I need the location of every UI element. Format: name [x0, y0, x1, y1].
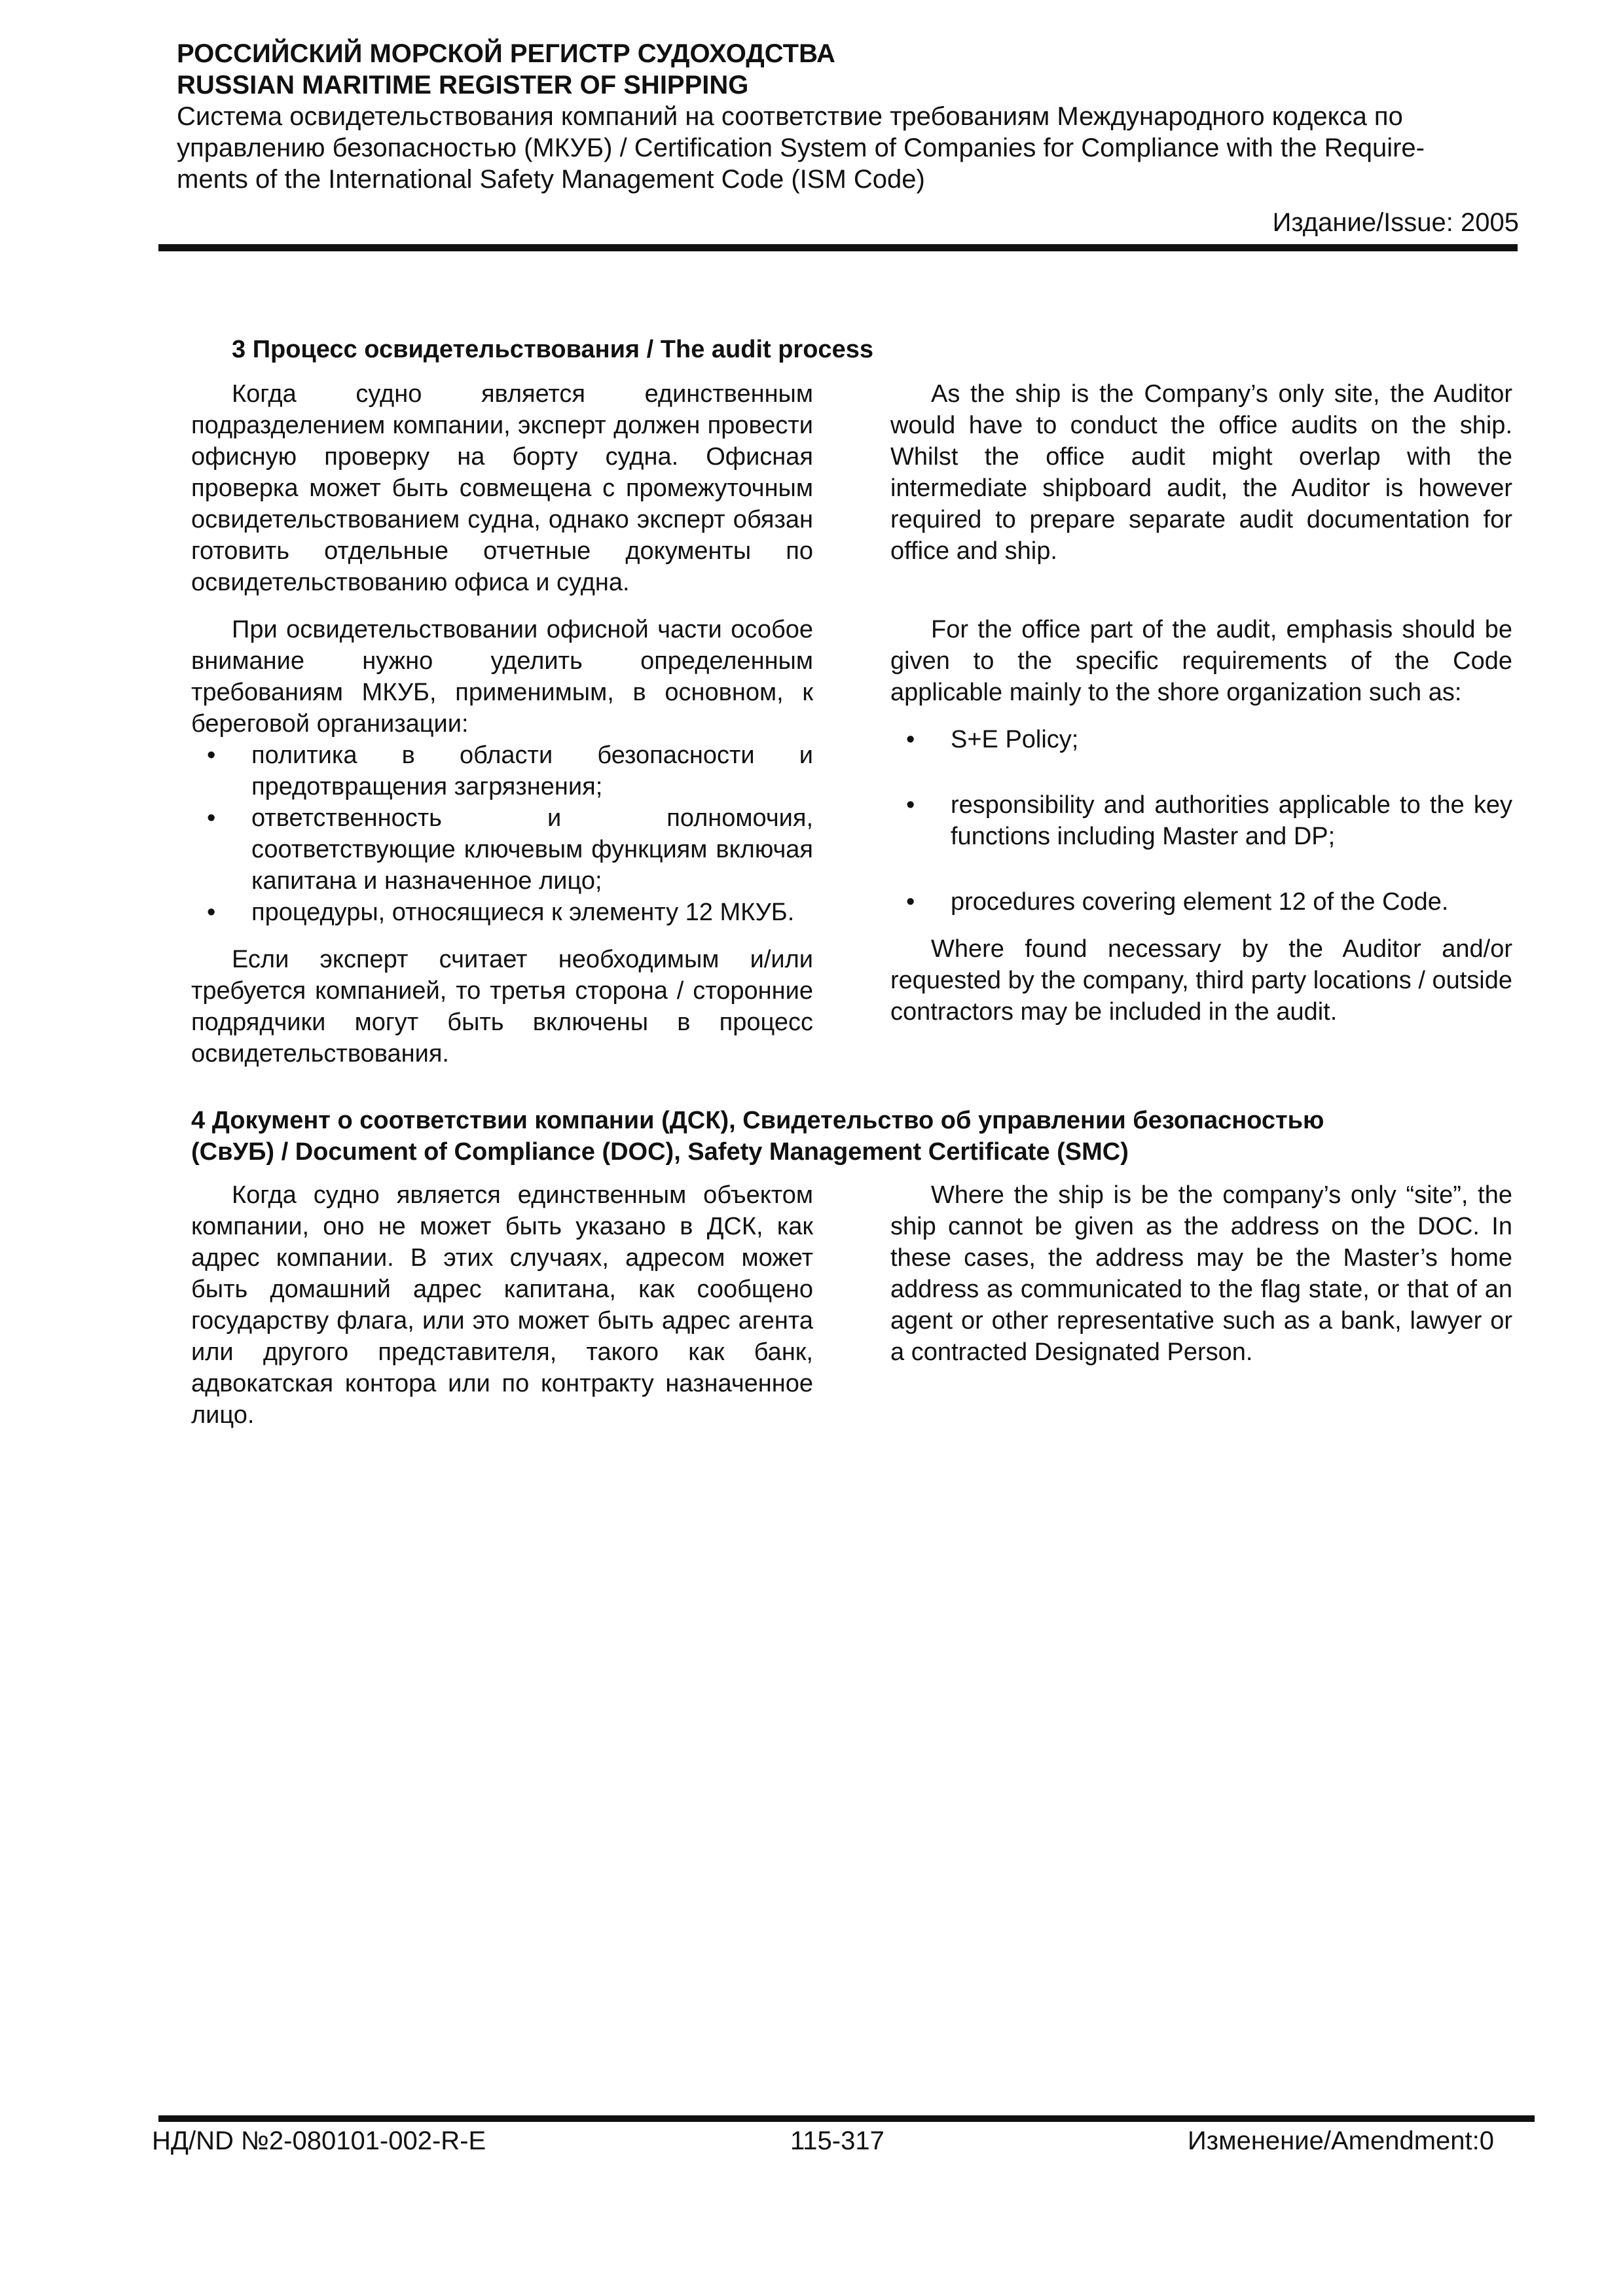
page-footer: [152, 2124, 1494, 2158]
bullet-icon: •: [207, 804, 216, 832]
section-3-english-column: [890, 378, 1512, 1085]
list-item: • политика в области безопасности и предотвращения загрязнения;: [191, 740, 813, 802]
section-3-en-paragraph-2: For the office part of the audit, emphasis should be given to the specific requirements of the Code applicable mainly to the shore organization such as:: [890, 616, 1512, 706]
system-title-line-3: ments of the International Safety Management Code (ISM Code): [177, 165, 925, 194]
list-item: • procedures covering element 12 of the Code.: [890, 886, 1512, 918]
issue-label: Издание/Issue: 2005: [1272, 208, 1519, 237]
bullet-icon: •: [906, 888, 915, 916]
section-3-ru-paragraph-3: Если эксперт считает необходимым и/или требуется компанией, то третья сторона / сторонние подрядчики могут быть включены в процесс освидетельствования.: [191, 946, 813, 1067]
section-4-title-line-1: 4 Документ о соответствии компании (ДСК), Свидетельство об управлении безопасностью: [191, 1107, 1324, 1134]
bullet-icon: •: [906, 791, 915, 819]
section-3-en-paragraph-1: As the ship is the Company’s only site, the Auditor would have to conduct the office audits on the ship. Whilst the office audit might overlap with the intermediate shipboard audit, the Auditor is however required to prepare separate audit documentation for office and ship.: [890, 380, 1512, 565]
footer-divider: [158, 2115, 1535, 2122]
section-4-columns: [191, 1179, 1512, 1446]
bullet-icon: •: [906, 726, 915, 753]
bullet-icon: •: [207, 742, 216, 769]
section-4-english-column: [890, 1179, 1512, 1446]
section-4-ru-paragraph-1: Когда судно является единственным объектом компании, оно не может быть указано в ДСК, как адрес компании. В этих случаях, адресом может быть домашний адрес капитана, как сообщено государству флага, или это может быть адрес агента или другого представителя, такого как банк, адвокатская контора или по контракту назначенное лицо.: [191, 1181, 813, 1429]
section-3-ru-paragraph-2: При освидетельствовании офисной части особое внимание нужно уделить определенным требованиям МКУБ, применимым, в основном, к береговой организации:: [191, 616, 813, 738]
section-3-ru-paragraph-1: Когда судно является единственным подразделением компании, эксперт должен провести офисную проверку на борту судна. Офисная проверка может быть совмещена с промежуточным освидетельствованием судна, однако эксперт обязан готовить отдельные отчетные документы по освидетельствованию офиса и судна.: [191, 380, 813, 596]
section-3-columns: [191, 378, 1512, 1085]
org-name-en: RUSSIAN MARITIME REGISTER OF SHIPPING: [177, 71, 749, 99]
system-title-line-2: управлению безопасностью (МКУБ) / Certification System of Companies for Compliance with the Require-: [177, 134, 1425, 162]
list-item: • процедуры, относящиеся к элементу 12 МКУБ.: [191, 897, 813, 928]
page-number: 115-317: [790, 2126, 884, 2155]
list-item: • S+E Policy;: [890, 724, 1512, 755]
header-divider: [158, 244, 1518, 251]
section-3-russian-column: [191, 378, 813, 1085]
section-3-ru-bullet-list: [191, 740, 813, 928]
system-title-line-1: Система освидетельствования компаний на соответствие требованиям Международного кодекса по: [177, 102, 1403, 131]
bullet-icon: •: [207, 899, 216, 926]
section-4-title: [191, 1105, 1512, 1168]
list-item: • ответственность и полномочия, соответствующие ключевым функциям включая капитана и назначенное лицо;: [191, 802, 813, 897]
section-4-en-paragraph-1: Where the ship is be the company’s only “site”, the ship cannot be given as the address on the DOC. In these cases, the address may be the Master’s home address as communicated to the flag state, or that of an agent or other representative such as a bank, lawyer or a contracted Designated Person.: [890, 1181, 1512, 1366]
section-4-title-line-2: (СвУБ) / Document of Compliance (DOC), Safety Management Certificate (SMC): [191, 1138, 1129, 1166]
section-3-title: 3 Процесс освидетельствования / The audit process: [232, 336, 873, 363]
page-header: [177, 38, 1519, 238]
section-4-russian-column: [191, 1179, 813, 1446]
org-name-ru: РОССИЙСКИЙ МОРСКОЙ РЕГИСТР СУДОХОДСТВА: [177, 39, 835, 68]
document-number: НД/ND №2-080101-002-R-E: [152, 2126, 486, 2155]
page-body: [191, 334, 1512, 1446]
section-3-en-paragraph-3: Where found necessary by the Auditor and/or requested by the company, third party locations / outside contractors may be included in the audit.: [890, 935, 1512, 1026]
list-item: • responsibility and authorities applicable to the key functions including Master and DP;: [890, 789, 1512, 852]
section-3-en-bullet-list: [890, 724, 1512, 918]
amendment-label: Изменение/Amendment:0: [1188, 2126, 1494, 2155]
